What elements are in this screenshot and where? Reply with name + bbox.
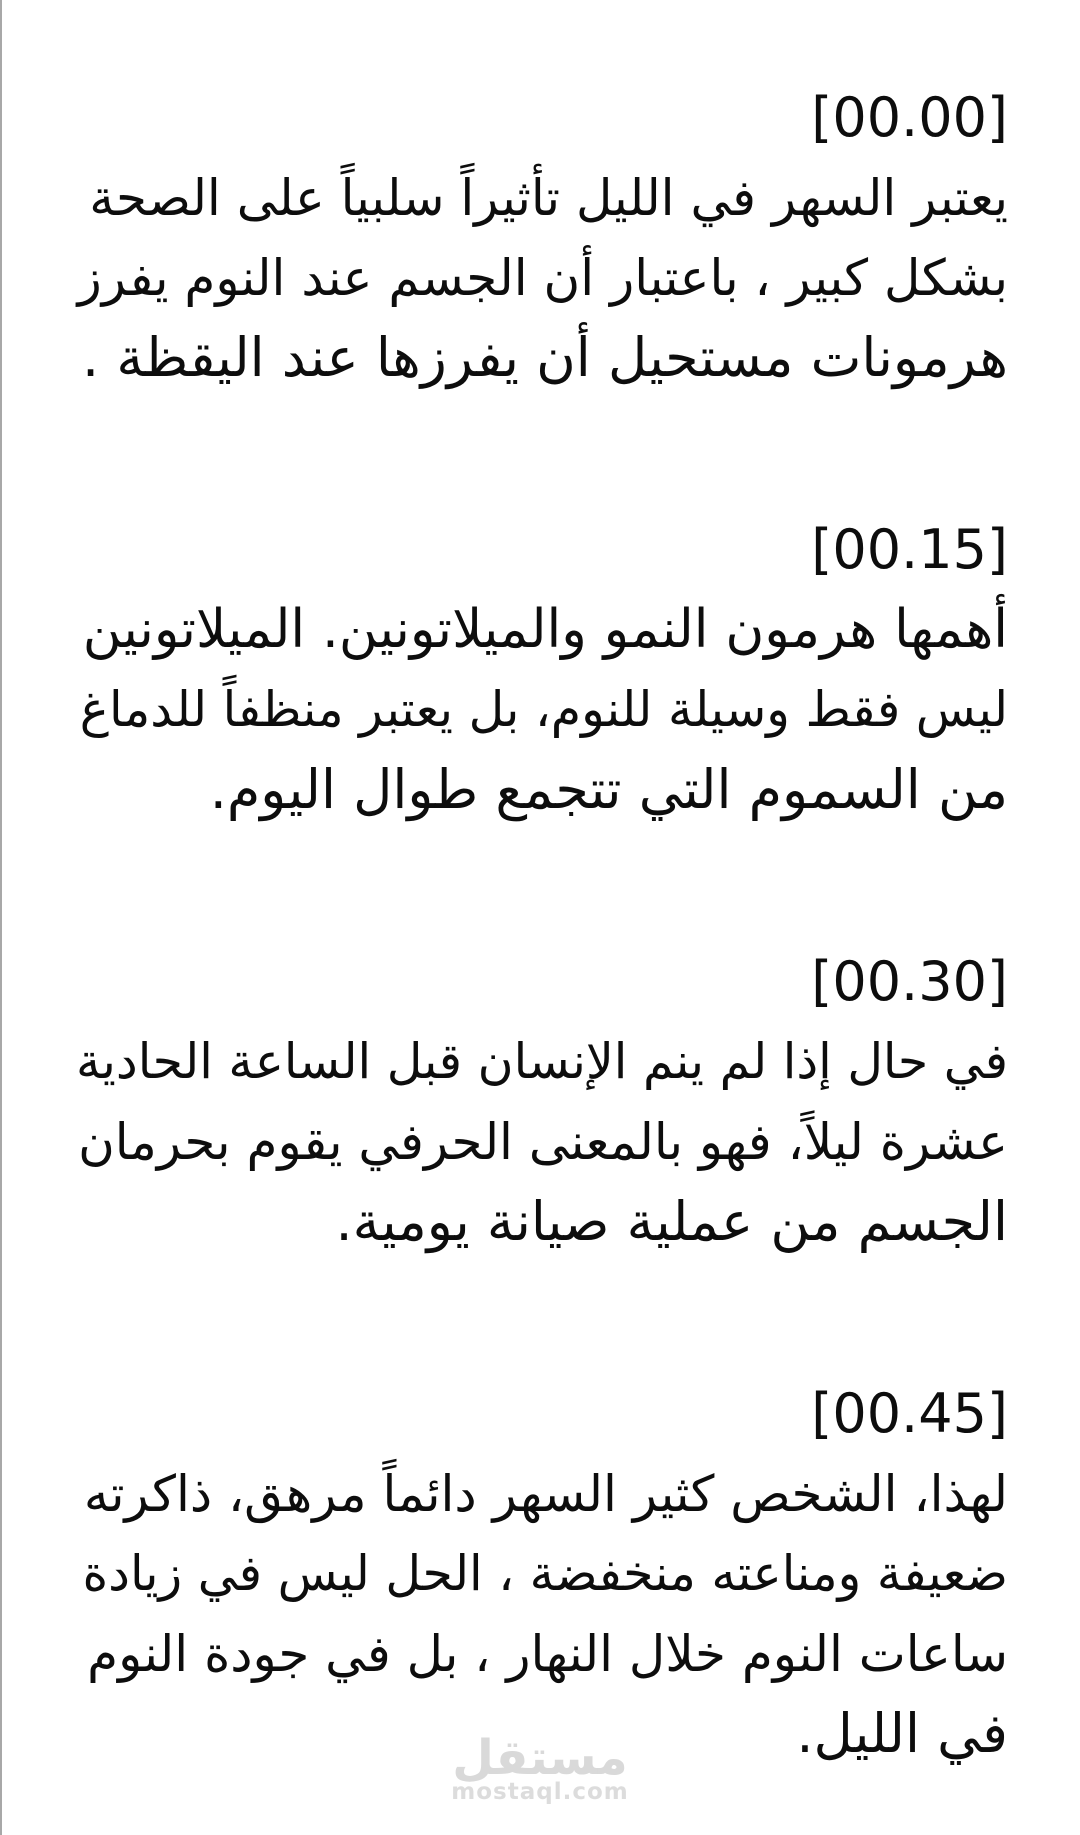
- subtitle-line: عشرة ليلاً، فهو بالمعنى الحرفي يقوم بحرمان: [78, 1113, 1008, 1171]
- subtitle-line: أهمها هرمون النمو والميلاتونين. الميلاتونين: [82, 599, 1008, 660]
- timestamp-4: [00.45]: [811, 1382, 1008, 1445]
- subtitle-line: ضعيفة ومناعته منخفضة ، الحل ليس في زيادة: [82, 1545, 1008, 1602]
- subtitle-line: بشكل كبير ، باعتبار أن الجسم عند النوم يفرز: [77, 249, 1008, 307]
- timestamp-1: [00.00]: [811, 86, 1008, 149]
- mostaql-site-url: mostaql.com: [451, 1779, 629, 1805]
- subtitle-line: ليس فقط وسيلة للنوم، بل يعتبر منظفاً للدماغ: [79, 681, 1008, 738]
- subtitle-line: يعتبر السهر في الليل تأثيراً سلبياً على الصحة: [89, 169, 1008, 227]
- timestamp-3: [00.30]: [811, 950, 1008, 1013]
- subtitle-block-1: [72, 78, 1008, 398]
- page-left-edge-line: [0, 0, 2, 1835]
- subtitle-line: في الليل.: [796, 1702, 1008, 1765]
- subtitle-line: هرمونات مستحيل أن يفرزها عند اليقظة .: [82, 326, 1008, 389]
- mostaql-logo: مستقل: [452, 1730, 628, 1786]
- subtitle-line: لهذا، الشخص كثير السهر دائماً مرهق، ذاكرته: [83, 1465, 1008, 1523]
- subtitle-block-3: [72, 942, 1008, 1262]
- subtitle-block-4: [72, 1374, 1008, 1774]
- subtitle-line: الجسم من عملية صيانة يومية.: [335, 1190, 1008, 1253]
- subtitle-line: في حال إذا لم ينم الإنسان قبل الساعة الحادية: [76, 1033, 1008, 1090]
- subtitle-line: ساعات النوم خلال النهار ، بل في جودة النوم: [87, 1625, 1008, 1683]
- timestamp-2: [00.15]: [811, 518, 1008, 581]
- subtitle-block-2: [72, 510, 1008, 830]
- subtitle-line: من السموم التي تتجمع طوال اليوم.: [209, 758, 1008, 821]
